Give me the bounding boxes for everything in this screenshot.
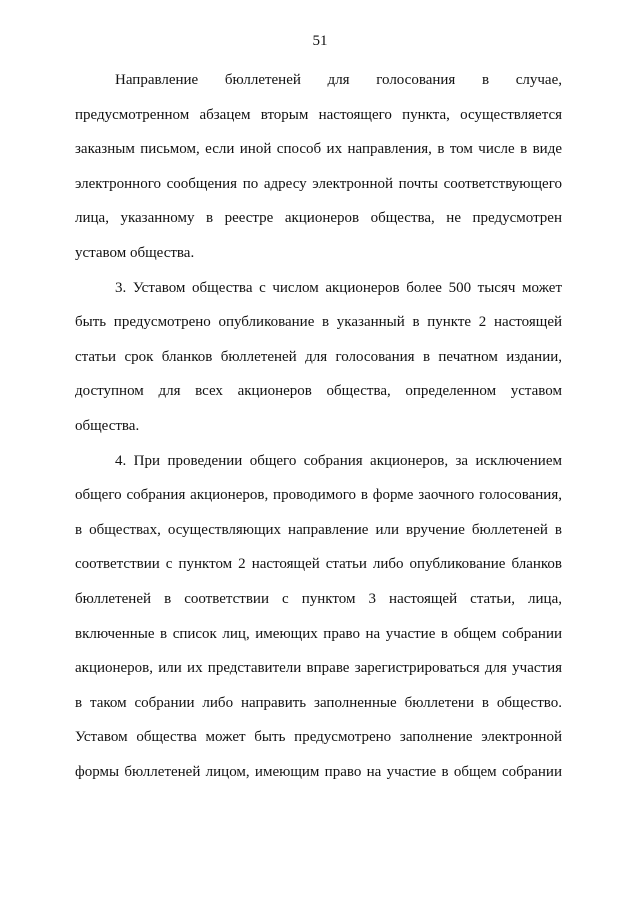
text-line: Уставом общества может быть предусмотрено заполнение электронной [75, 729, 562, 746]
page-number: 51 [312, 33, 328, 49]
text-line: формы бюллетеней лицом, имеющим право на участие в общем собрании [75, 763, 562, 780]
text-line: в таком собрании либо направить заполненные бюллетени в общество. [75, 694, 562, 711]
text-line: Направление бюллетеней для голосования в случае, [115, 72, 562, 88]
text-line: акционеров, или их представители вправе зарегистрироваться для участия [75, 660, 562, 677]
text-line: в обществах, осуществляющих направление или вручение бюллетеней в [75, 521, 562, 538]
text-line: предусмотренном абзацем вторым настоящего пункта, осуществляется [75, 106, 562, 123]
paragraph-1 [75, 66, 562, 274]
text-line: доступном для всех акционеров общества, определенном уставом [75, 383, 562, 400]
text-line: уставом общества. [75, 244, 195, 261]
text-line: включенные в список лиц, имеющих право на участие в общем собрании [75, 625, 562, 642]
text-line: 4. При проведении общего собрания акционеров, за исключением [115, 452, 562, 469]
text-line: общего собрания акционеров, проводимого в форме заочного голосования, [75, 487, 562, 504]
text-line: быть предусмотрено опубликование в указанный в пункте 2 настоящей [75, 314, 562, 331]
paragraph-3 [75, 447, 562, 793]
paragraph-2 [75, 274, 562, 447]
text-line: соответствии с пунктом 2 настоящей статьи либо опубликование бланков [75, 556, 562, 573]
text-line: лица, указанному в реестре акционеров общества, не предусмотрен [75, 210, 562, 227]
text-line: 3. Уставом общества с числом акционеров более 500 тысяч может [115, 279, 562, 296]
text-line: статьи срок бланков бюллетеней для голосования в печатном издании, [75, 348, 562, 365]
text-line: бюллетеней в соответствии с пунктом 3 настоящей статьи, лица, [75, 590, 562, 607]
text-line: общества. [75, 417, 140, 434]
text-line: электронного сообщения по адресу электронной почты соответствующего [75, 175, 562, 192]
text-line: заказным письмом, если иной способ их направления, в том числе в виде [75, 141, 562, 158]
document-body [75, 66, 562, 792]
